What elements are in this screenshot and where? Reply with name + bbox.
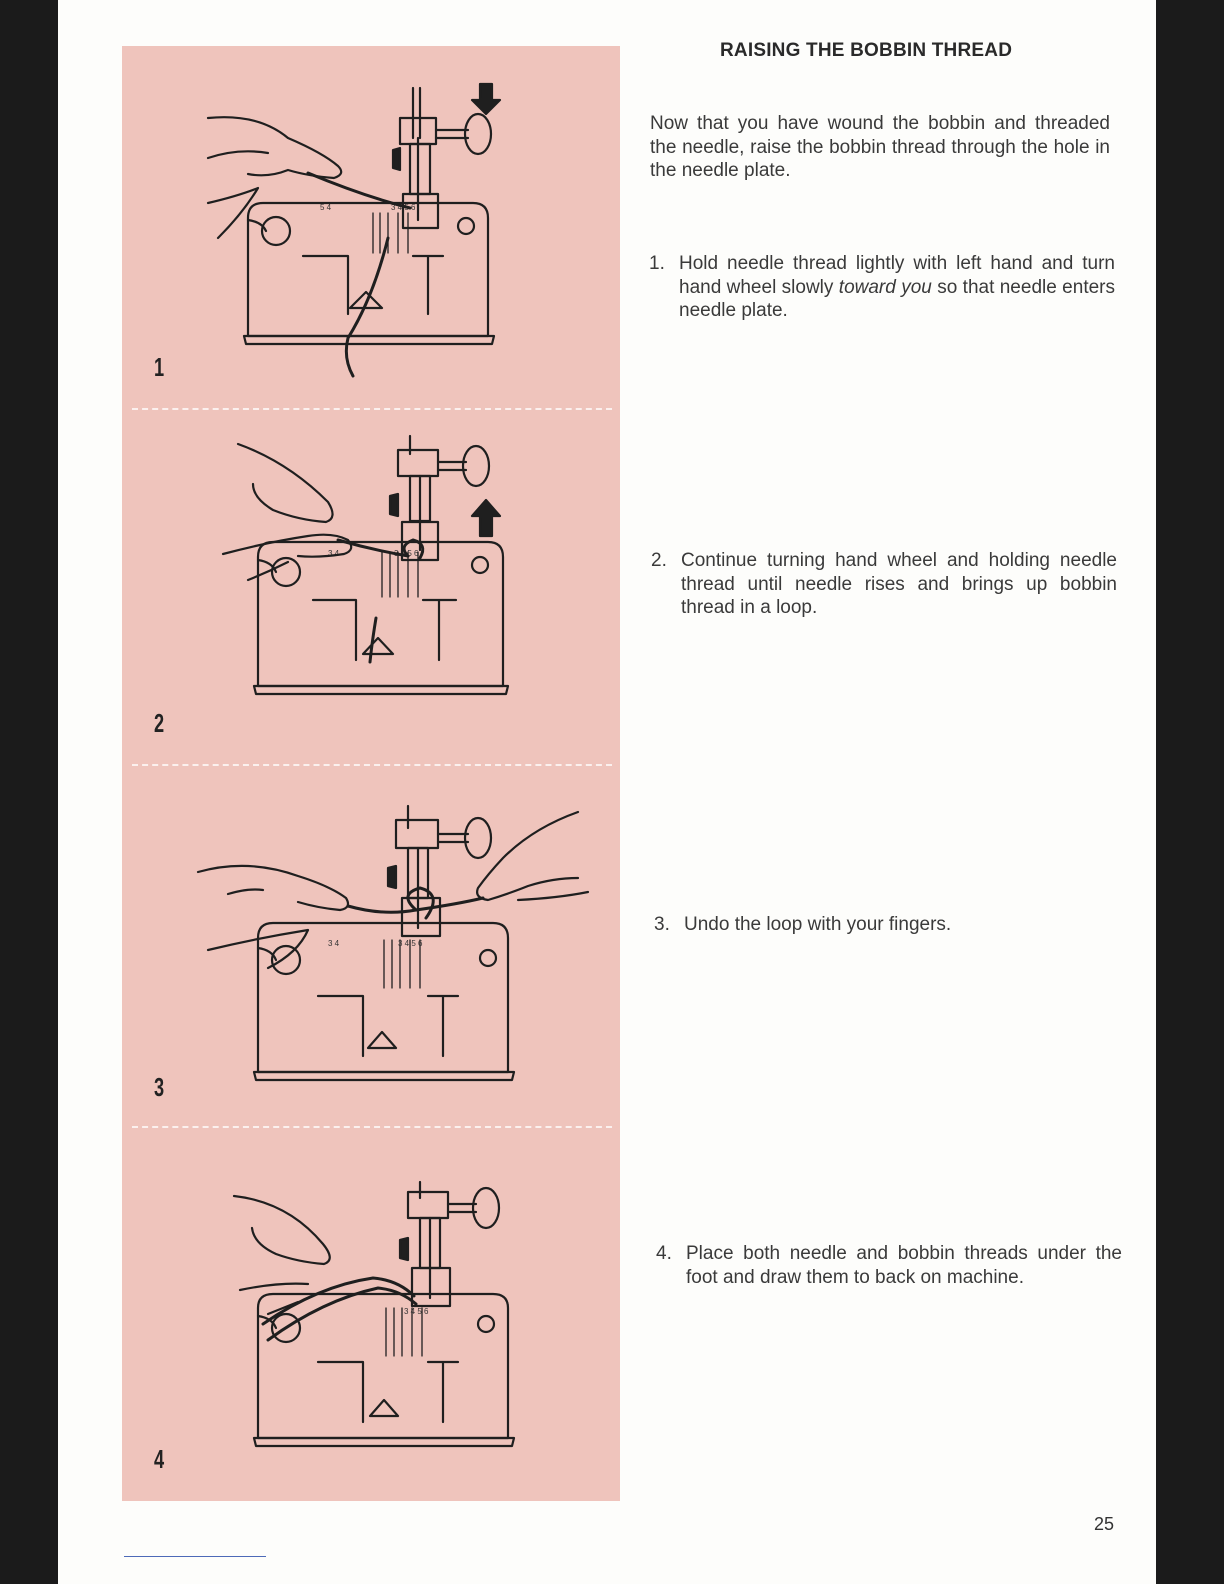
- plate-scale-left: 5 4: [320, 203, 332, 212]
- step-text: Hold needle thread lightly with left hand and turn hand wheel slowly: [679, 253, 1115, 298]
- figure-4-illustration: [158, 1174, 538, 1459]
- step-emphasis: toward you: [838, 276, 932, 298]
- figure-divider: [132, 764, 612, 766]
- step-4: [656, 1242, 1122, 1289]
- step-text: Continue turning hand wheel and holding needle thread until needle rises and brings up bobbin thread in a loop.: [681, 550, 1117, 618]
- figure-label-2: 2: [154, 708, 165, 738]
- figure-label-3: 3: [154, 1072, 165, 1102]
- plate-scale-right: 3 4 5 6: [398, 939, 423, 948]
- step-text: Undo the loop with your fingers.: [684, 914, 952, 935]
- figure-divider: [132, 408, 612, 410]
- figure-label-4: 4: [154, 1444, 165, 1474]
- step-text: Place both needle and bobbin threads under the foot and draw them to back on machine.: [686, 1243, 1122, 1288]
- scan-artifact-line: [124, 1556, 266, 1557]
- step-2: [651, 549, 1117, 620]
- plate-scale-right: 3 4 5 6: [394, 549, 419, 558]
- manual-page: [58, 0, 1156, 1584]
- step-3: [654, 913, 1120, 937]
- figure-1-illustration: [148, 78, 528, 378]
- figure-3-illustration: [158, 798, 598, 1088]
- plate-scale-right: 3 4 5 6: [391, 203, 416, 212]
- plate-scale-left: 3 4: [328, 939, 340, 948]
- step-number: 1.: [649, 253, 665, 274]
- plate-scale-right: 3 4 5 6: [404, 1307, 429, 1316]
- figure-divider: [132, 1126, 612, 1128]
- figure-2-illustration: [158, 432, 528, 712]
- step-number: 4.: [656, 1243, 672, 1264]
- step-1: [649, 252, 1115, 323]
- plate-scale-left: 3 4: [328, 549, 340, 558]
- step-number: 2.: [651, 550, 667, 571]
- intro-paragraph: Now that you have wound the bobbin and threaded the needle, raise the bobbin thread through the hole in the needle plate.: [650, 113, 1110, 181]
- page-number: 25: [1094, 1514, 1115, 1534]
- step-text: so that needle enters needle plate.: [679, 276, 1115, 321]
- step-number: 3.: [654, 914, 670, 935]
- page-title: RAISING THE BOBBIN THREAD: [720, 40, 1013, 61]
- figure-label-1: 1: [154, 352, 165, 382]
